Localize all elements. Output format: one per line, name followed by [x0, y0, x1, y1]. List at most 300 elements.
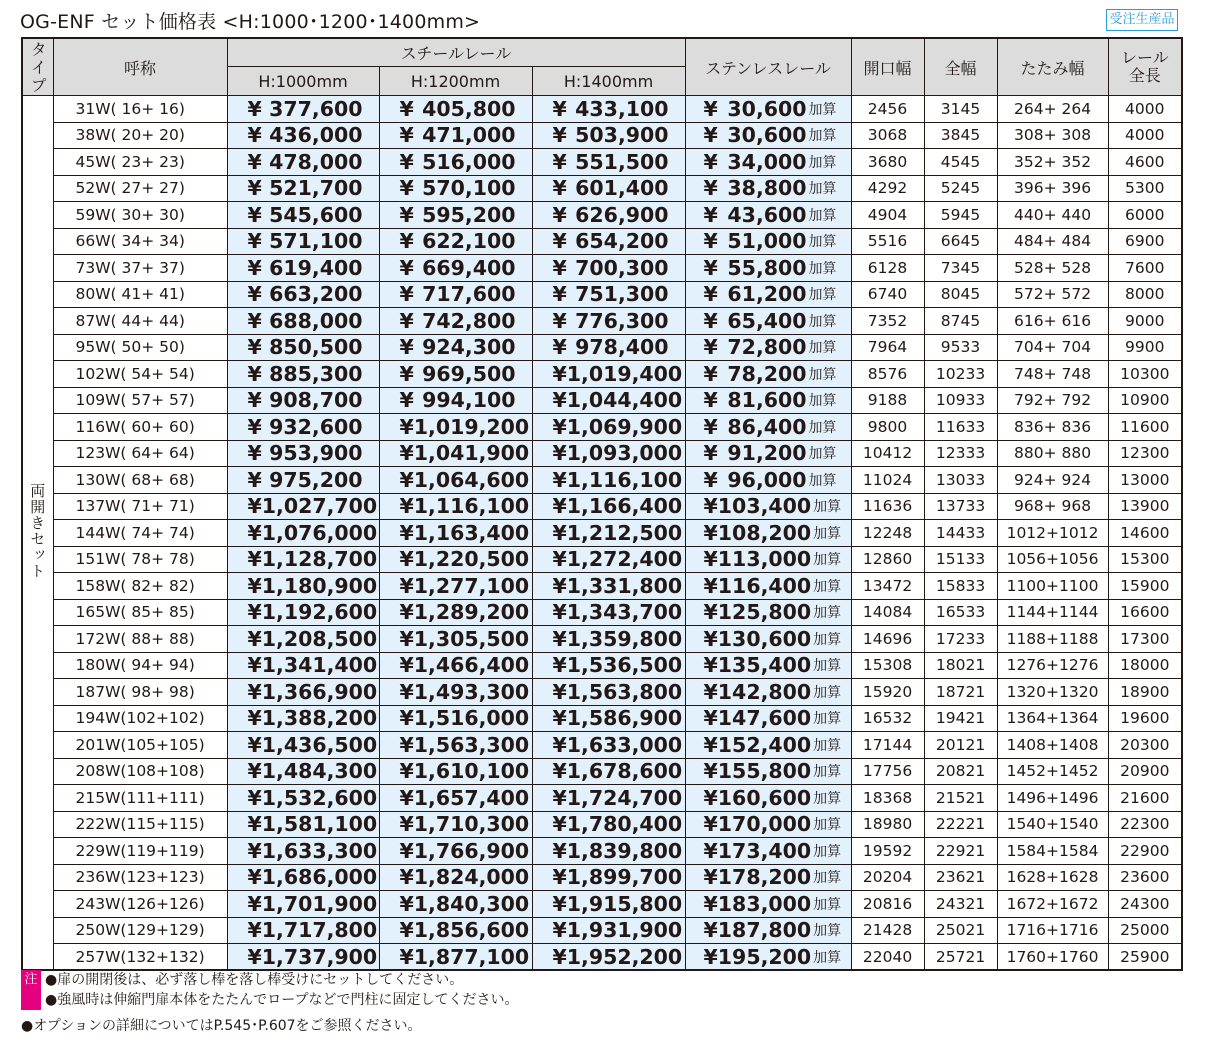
type-label: 両開きセット: [28, 482, 47, 579]
yen-sign: ¥: [552, 547, 567, 572]
add-label: 加算: [813, 870, 842, 887]
price-h1000-cell: [227, 891, 379, 918]
name-cell: 194W(102+102): [53, 705, 227, 732]
price-h1400-cell: [532, 255, 685, 282]
yen-sign: ¥: [703, 335, 718, 360]
opening-width-cell: 11636: [851, 493, 924, 520]
opening-width-cell: 17144: [851, 732, 924, 759]
opening-width-cell: 9800: [851, 414, 924, 441]
yen-sign: ¥: [703, 494, 718, 519]
stainless-cell: [685, 467, 851, 494]
yen-sign: ¥: [399, 229, 414, 254]
price-h1400-cell: [532, 599, 685, 626]
yen-sign: ¥: [399, 308, 414, 333]
price-h1000-cell: [227, 149, 379, 176]
opening-width-cell: 6128: [851, 255, 924, 282]
price-value: 1,305,500: [413, 626, 530, 651]
stainless-value: 187,800: [717, 918, 812, 943]
opening-width-cell: 20204: [851, 864, 924, 891]
yen-sign: ¥: [247, 812, 262, 837]
yen-sign: ¥: [247, 706, 262, 731]
price-h1000-cell: [227, 917, 379, 944]
table-row: [22, 785, 1182, 812]
folded-width-cell: 1496+1496: [997, 785, 1108, 812]
price-value: 436,000: [269, 123, 363, 148]
total-width-cell: 16533: [924, 599, 997, 626]
price-value: 1,952,200: [566, 944, 683, 969]
price-value: 1,532,600: [261, 785, 378, 810]
rail-length-cell: 13900: [1108, 493, 1182, 520]
price-h1400-cell: [532, 334, 685, 361]
yen-sign: ¥: [703, 600, 718, 625]
stainless-value: 173,400: [717, 838, 812, 863]
header-h1200: H:1200mm: [379, 67, 532, 96]
add-label: 加算: [813, 525, 842, 542]
price-value: 1,277,100: [413, 573, 530, 598]
rail-length-cell: 5300: [1108, 175, 1182, 202]
stainless-value: 61,200: [727, 282, 807, 307]
rail-length-cell: 13000: [1108, 467, 1182, 494]
table-row: [22, 281, 1182, 308]
price-value: 377,600: [269, 96, 363, 121]
price-value: 595,200: [422, 202, 516, 227]
opening-width-cell: 11024: [851, 467, 924, 494]
yen-sign: ¥: [399, 202, 414, 227]
yen-sign: ¥: [552, 282, 567, 307]
price-value: 669,400: [422, 255, 516, 280]
price-value: 1,931,900: [566, 918, 683, 943]
yen-sign: ¥: [247, 149, 262, 174]
price-h1000-cell: [227, 732, 379, 759]
table-row: [22, 573, 1182, 600]
yen-sign: ¥: [399, 573, 414, 598]
table-row: [22, 652, 1182, 679]
yen-sign: ¥: [703, 202, 718, 227]
price-value: 570,100: [422, 176, 516, 201]
yen-sign: ¥: [703, 361, 718, 386]
stainless-cell: [685, 175, 851, 202]
price-h1400-cell: [532, 228, 685, 255]
name-cell: 80W( 41+ 41): [53, 281, 227, 308]
name-cell: 208W(108+108): [53, 758, 227, 785]
yen-sign: ¥: [247, 600, 262, 625]
price-value: 471,000: [422, 123, 516, 148]
price-h1000-cell: [227, 705, 379, 732]
name-cell: 52W( 27+ 27): [53, 175, 227, 202]
stainless-value: 183,000: [717, 891, 812, 916]
total-width-cell: 24321: [924, 891, 997, 918]
yen-sign: ¥: [247, 335, 262, 360]
total-width-cell: 8045: [924, 281, 997, 308]
header-steel-rail: スチールレール: [227, 38, 685, 67]
yen-sign: ¥: [552, 229, 567, 254]
add-label: 加算: [813, 764, 842, 781]
price-h1000-cell: [227, 546, 379, 573]
stainless-value: 38,800: [727, 176, 807, 201]
price-h1000-cell: [227, 493, 379, 520]
price-value: 1,027,700: [261, 494, 378, 519]
yen-sign: ¥: [552, 944, 567, 969]
add-label: 加算: [813, 711, 842, 728]
rail-length-cell: 22900: [1108, 838, 1182, 865]
table-row: [22, 440, 1182, 467]
table-row: [22, 387, 1182, 414]
price-value: 1,856,600: [413, 918, 530, 943]
yen-sign: ¥: [247, 176, 262, 201]
add-label: 加算: [808, 313, 837, 330]
price-h1200-cell: [379, 917, 532, 944]
price-value: 622,100: [422, 229, 516, 254]
yen-sign: ¥: [399, 838, 414, 863]
opening-width-cell: 14696: [851, 626, 924, 653]
folded-width-cell: 264+ 264: [997, 96, 1108, 123]
header-h1400: H:1400mm: [532, 67, 685, 96]
stainless-value: 155,800: [717, 759, 812, 784]
price-h1000-cell: [227, 864, 379, 891]
price-h1000-cell: [227, 811, 379, 838]
yen-sign: ¥: [247, 388, 262, 413]
price-h1000-cell: [227, 944, 379, 971]
total-width-cell: 20121: [924, 732, 997, 759]
price-h1400-cell: [532, 573, 685, 600]
yen-sign: ¥: [703, 865, 718, 890]
stainless-value: 135,400: [717, 653, 812, 678]
total-width-cell: 17233: [924, 626, 997, 653]
table-row: [22, 175, 1182, 202]
stainless-cell: [685, 891, 851, 918]
price-h1200-cell: [379, 175, 532, 202]
price-value: 1,128,700: [261, 547, 378, 572]
stainless-value: 108,200: [717, 520, 812, 545]
note-line-3: ●オプションの詳細についてはP.545･P.607をご参照ください。: [21, 1018, 422, 1034]
price-h1400-cell: [532, 864, 685, 891]
price-h1200-cell: [379, 361, 532, 388]
stainless-cell: [685, 493, 851, 520]
price-value: 885,300: [269, 361, 363, 386]
total-width-cell: 5245: [924, 175, 997, 202]
price-value: 1,019,200: [413, 414, 530, 439]
rail-length-cell: 18000: [1108, 652, 1182, 679]
price-h1200-cell: [379, 440, 532, 467]
price-value: 751,300: [575, 282, 669, 307]
stainless-cell: [685, 705, 851, 732]
price-h1000-cell: [227, 573, 379, 600]
table-row: [22, 891, 1182, 918]
price-value: 1,686,000: [261, 865, 378, 890]
price-h1200-cell: [379, 573, 532, 600]
folded-width-cell: 616+ 616: [997, 308, 1108, 335]
yen-sign: ¥: [703, 547, 718, 572]
price-h1400-cell: [532, 387, 685, 414]
total-width-cell: 5945: [924, 202, 997, 229]
price-value: 1,563,800: [566, 679, 683, 704]
table-row: [22, 705, 1182, 732]
table-row: [22, 917, 1182, 944]
name-cell: 151W( 78+ 78): [53, 546, 227, 573]
stainless-value: 113,000: [717, 547, 812, 572]
name-cell: 229W(119+119): [53, 838, 227, 865]
total-width-cell: 10933: [924, 387, 997, 414]
stainless-value: 86,400: [727, 414, 807, 439]
price-value: 1,610,100: [413, 759, 530, 784]
price-h1200-cell: [379, 891, 532, 918]
price-value: 1,163,400: [413, 520, 530, 545]
yen-sign: ¥: [703, 176, 718, 201]
price-value: 1,724,700: [566, 785, 683, 810]
rail-length-cell: 4600: [1108, 149, 1182, 176]
price-value: 1,493,300: [413, 679, 530, 704]
folded-width-cell: 1408+1408: [997, 732, 1108, 759]
yen-sign: ¥: [399, 520, 414, 545]
stainless-value: 81,600: [727, 388, 807, 413]
price-value: 1,069,900: [566, 414, 683, 439]
stainless-cell: [685, 732, 851, 759]
price-value: 1,824,000: [413, 865, 530, 890]
rail-length-cell: 6000: [1108, 202, 1182, 229]
price-h1200-cell: [379, 838, 532, 865]
table-row: [22, 599, 1182, 626]
price-value: 1,019,400: [566, 361, 683, 386]
rail-length-cell: 25900: [1108, 944, 1182, 971]
add-label: 加算: [808, 472, 837, 489]
price-value: 978,400: [575, 335, 669, 360]
stainless-cell: [685, 228, 851, 255]
price-value: 545,600: [269, 202, 363, 227]
table-row: [22, 626, 1182, 653]
yen-sign: ¥: [703, 706, 718, 731]
name-cell: 172W( 88+ 88): [53, 626, 227, 653]
note-mark: 注: [21, 970, 41, 1010]
table-row: [22, 149, 1182, 176]
rail-length-cell: 8000: [1108, 281, 1182, 308]
stainless-value: 125,800: [717, 600, 812, 625]
price-h1400-cell: [532, 467, 685, 494]
stainless-value: 130,600: [717, 626, 812, 651]
yen-sign: ¥: [552, 918, 567, 943]
stainless-cell: [685, 785, 851, 812]
price-h1400-cell: [532, 308, 685, 335]
opening-width-cell: 12860: [851, 546, 924, 573]
stainless-cell: [685, 758, 851, 785]
stainless-value: 43,600: [727, 202, 807, 227]
name-cell: 59W( 30+ 30): [53, 202, 227, 229]
total-width-cell: 3845: [924, 122, 997, 149]
add-label: 加算: [808, 287, 837, 304]
total-width-cell: 25721: [924, 944, 997, 971]
folded-width-cell: 1100+1100: [997, 573, 1108, 600]
yen-sign: ¥: [399, 547, 414, 572]
stainless-cell: [685, 308, 851, 335]
price-h1000-cell: [227, 387, 379, 414]
yen-sign: ¥: [399, 255, 414, 280]
price-h1400-cell: [532, 175, 685, 202]
yen-sign: ¥: [399, 335, 414, 360]
price-value: 551,500: [575, 149, 669, 174]
price-h1400-cell: [532, 626, 685, 653]
price-value: 1,710,300: [413, 812, 530, 837]
stainless-cell: [685, 122, 851, 149]
price-h1200-cell: [379, 467, 532, 494]
yen-sign: ¥: [703, 414, 718, 439]
yen-sign: ¥: [552, 520, 567, 545]
price-value: 1,877,100: [413, 944, 530, 969]
rail-length-cell: 15900: [1108, 573, 1182, 600]
folded-width-cell: 528+ 528: [997, 255, 1108, 282]
add-label: 加算: [813, 605, 842, 622]
table-row: [22, 308, 1182, 335]
price-h1000-cell: [227, 122, 379, 149]
add-label: 加算: [808, 207, 837, 224]
price-h1000-cell: [227, 599, 379, 626]
folded-width-cell: 792+ 792: [997, 387, 1108, 414]
price-value: 776,300: [575, 308, 669, 333]
price-value: 1,220,500: [413, 547, 530, 572]
price-h1000-cell: [227, 96, 379, 123]
folded-width-cell: 924+ 924: [997, 467, 1108, 494]
total-width-cell: 22221: [924, 811, 997, 838]
price-value: 1,633,300: [261, 838, 378, 863]
rail-length-cell: 19600: [1108, 705, 1182, 732]
stainless-cell: [685, 202, 851, 229]
stainless-cell: [685, 361, 851, 388]
add-label: 加算: [813, 631, 842, 648]
price-h1000-cell: [227, 414, 379, 441]
rail-length-cell: 20900: [1108, 758, 1182, 785]
yen-sign: ¥: [247, 865, 262, 890]
price-value: 1,657,400: [413, 785, 530, 810]
yen-sign: ¥: [703, 626, 718, 651]
price-value: 1,208,500: [261, 626, 378, 651]
yen-sign: ¥: [247, 759, 262, 784]
price-h1000-cell: [227, 626, 379, 653]
yen-sign: ¥: [399, 600, 414, 625]
yen-sign: ¥: [399, 679, 414, 704]
stainless-value: 65,400: [727, 308, 807, 333]
price-h1200-cell: [379, 308, 532, 335]
yen-sign: ¥: [399, 123, 414, 148]
table-row: [22, 758, 1182, 785]
table-row: [22, 255, 1182, 282]
name-cell: 257W(132+132): [53, 944, 227, 971]
stainless-cell: [685, 573, 851, 600]
yen-sign: ¥: [703, 229, 718, 254]
price-h1400-cell: [532, 891, 685, 918]
yen-sign: ¥: [703, 759, 718, 784]
table-row: [22, 467, 1182, 494]
price-h1200-cell: [379, 493, 532, 520]
price-value: 1,064,600: [413, 467, 530, 492]
yen-sign: ¥: [247, 573, 262, 598]
rail-length-cell: 4000: [1108, 96, 1182, 123]
price-value: 626,900: [575, 202, 669, 227]
yen-sign: ¥: [399, 759, 414, 784]
name-cell: 66W( 34+ 34): [53, 228, 227, 255]
stainless-cell: [685, 679, 851, 706]
opening-width-cell: 15308: [851, 652, 924, 679]
rail-length-cell: 25000: [1108, 917, 1182, 944]
price-value: 1,044,400: [566, 388, 683, 413]
price-h1200-cell: [379, 626, 532, 653]
price-value: 405,800: [422, 96, 516, 121]
made-to-order-badge: 受注生産品: [1106, 9, 1178, 31]
folded-width-cell: 968+ 968: [997, 493, 1108, 520]
yen-sign: ¥: [552, 653, 567, 678]
stainless-value: 116,400: [717, 573, 812, 598]
yen-sign: ¥: [399, 891, 414, 916]
yen-sign: ¥: [552, 123, 567, 148]
opening-width-cell: 22040: [851, 944, 924, 971]
rail-length-cell: 17300: [1108, 626, 1182, 653]
yen-sign: ¥: [703, 441, 718, 466]
rail-length-cell: 20300: [1108, 732, 1182, 759]
yen-sign: ¥: [247, 96, 262, 121]
stainless-cell: [685, 281, 851, 308]
yen-sign: ¥: [552, 785, 567, 810]
total-width-cell: 12333: [924, 440, 997, 467]
price-h1400-cell: [532, 546, 685, 573]
yen-sign: ¥: [703, 573, 718, 598]
opening-width-cell: 20816: [851, 891, 924, 918]
stainless-value: 152,400: [717, 732, 812, 757]
price-h1400-cell: [532, 440, 685, 467]
price-value: 1,343,700: [566, 600, 683, 625]
yen-sign: ¥: [552, 255, 567, 280]
price-h1400-cell: [532, 705, 685, 732]
opening-width-cell: 5516: [851, 228, 924, 255]
stainless-value: 142,800: [717, 679, 812, 704]
price-h1000-cell: [227, 308, 379, 335]
price-value: 924,300: [422, 335, 516, 360]
yen-sign: ¥: [399, 706, 414, 731]
price-value: 1,388,200: [261, 706, 378, 731]
total-width-cell: 13733: [924, 493, 997, 520]
price-value: 1,633,000: [566, 732, 683, 757]
header-total-width: 全幅: [924, 38, 997, 96]
opening-width-cell: 2456: [851, 96, 924, 123]
price-h1000-cell: [227, 202, 379, 229]
total-width-cell: 13033: [924, 467, 997, 494]
yen-sign: ¥: [247, 679, 262, 704]
yen-sign: ¥: [552, 626, 567, 651]
price-h1200-cell: [379, 811, 532, 838]
table-row: [22, 732, 1182, 759]
price-value: 1,586,900: [566, 706, 683, 731]
price-value: 1,899,700: [566, 865, 683, 890]
yen-sign: ¥: [399, 865, 414, 890]
yen-sign: ¥: [703, 653, 718, 678]
price-h1000-cell: [227, 758, 379, 785]
opening-width-cell: 21428: [851, 917, 924, 944]
stainless-value: 195,200: [717, 944, 812, 969]
type-cell: [22, 96, 53, 971]
price-h1200-cell: [379, 785, 532, 812]
opening-width-cell: 6740: [851, 281, 924, 308]
folded-width-cell: 880+ 880: [997, 440, 1108, 467]
price-value: 503,900: [575, 123, 669, 148]
add-label: 加算: [813, 552, 842, 569]
table-row: [22, 228, 1182, 255]
table-row: [22, 520, 1182, 547]
price-h1200-cell: [379, 546, 532, 573]
price-value: 1,466,400: [413, 653, 530, 678]
price-h1200-cell: [379, 864, 532, 891]
price-h1200-cell: [379, 599, 532, 626]
price-h1400-cell: [532, 917, 685, 944]
opening-width-cell: 13472: [851, 573, 924, 600]
table-row: [22, 414, 1182, 441]
opening-width-cell: 19592: [851, 838, 924, 865]
stainless-cell: [685, 652, 851, 679]
